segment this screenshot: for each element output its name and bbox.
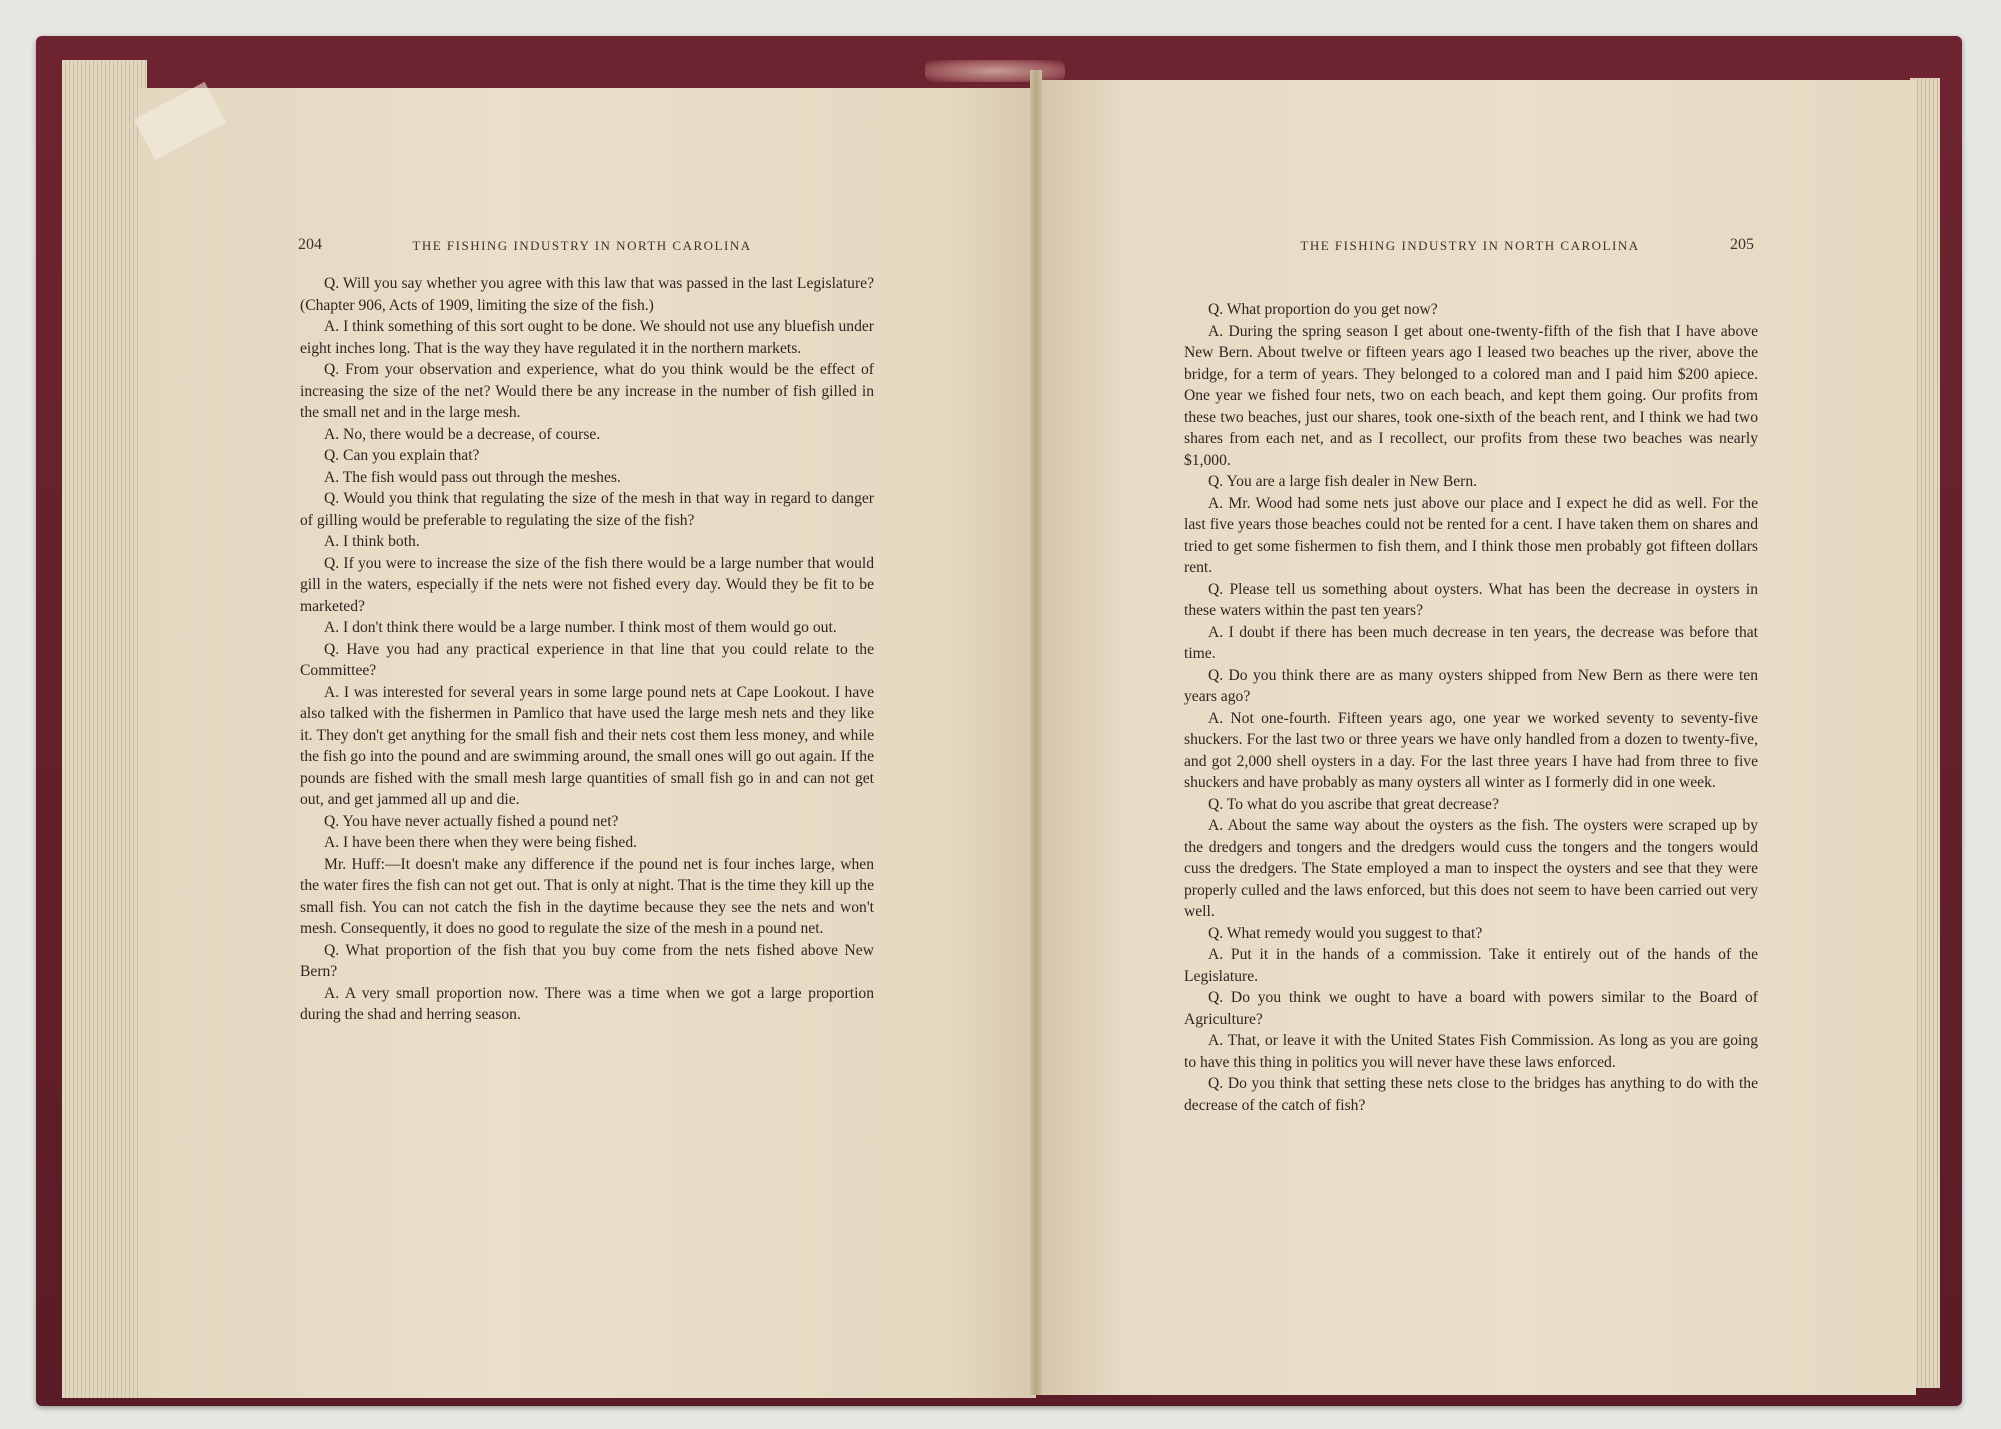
paragraph: Q. Will you say whether you agree with this law that was passed in the last Legislature? (Chapter 906, Acts of 1909, limiting the size of the fish.)	[300, 275, 874, 314]
paragraph: A. Put it in the hands of a commission. Take it entirely out of the hands of the Legislature.	[1184, 946, 1758, 985]
paragraph: A. A very small proportion now. There was a time when we got a large proportion during the shad and herring season.	[300, 984, 874, 1023]
paragraph: Mr. Huff:—It doesn't make any difference if the pound net is four inches large, when the water fires the fish can not get out. That is only at night. That is the time they kill up the small fish. You can not catch the fish in the daytime because they see the nets and won't mesh. Consequently, it does no good to regulate the size of the mesh in a pound net.	[300, 855, 874, 937]
paragraph: A. Not one-fourth. Fifteen years ago, one year we worked seventy to seventy-five shuckers. For the last two or three years we have only handled from a dozen to twenty-five, and got 2,000 shell oysters in a day. For the last three years I have had from three to five shuckers and have probably as many oysters all winter as I formerly did in one week.	[1184, 709, 1758, 791]
paragraph: A. During the spring season I get about one-twenty-fifth of the fish that I have above New Bern. About twelve or fifteen years ago I leased two beaches up the river, above the bridge, for a term of years. They belonged to a colored man and I paid him $200 apiece. One year we fished four nets, two on each beach, and kept them going. Our profits from these two beaches, just our shares, took one-sixth of the beach rent, and I think we had two shares from each net, and as I recollect, our profits from these two beaches was nearly $1,000.	[1184, 322, 1758, 469]
paragraph: Q. You are a large fish dealer in New Bern.	[1208, 473, 1478, 490]
paragraph: A. About the same way about the oysters as the fish. The oysters were scraped up by the dredgers and tongers and the dredgers would cuss the tongers and the tongers would cuss the dredgers. The State employed a man to inspect the oysters and see that they were properly culled and the laws enforced, but this does not seem to have been carried out very well.	[1184, 817, 1758, 920]
paragraph: Q. Do you think that setting these nets close to the bridges has anything to do with the decrease of the catch of fish?	[1184, 1075, 1758, 1114]
paragraph: A. I think something of this sort ought to be done. We should not use any bluefish under eight inches long. That is the way they have regulated it in the northern markets.	[300, 318, 874, 357]
gutter	[1030, 70, 1042, 1395]
paragraph: A. I doubt if there has been much decrease in ten years, the decrease was before that time.	[1184, 623, 1758, 662]
paragraph: Q. To what do you ascribe that great decrease?	[1208, 795, 1499, 813]
paragraph: Q. What remedy would you suggest to that?	[1208, 924, 1483, 942]
page-edges-left	[62, 60, 147, 1398]
paragraph: A. I don't think there would be a large number. I think most of them would go out.	[324, 619, 837, 636]
spine-binding	[925, 60, 1065, 82]
right-page-number: 205	[1730, 236, 1754, 253]
left-page-number: 204	[298, 236, 322, 253]
paragraph: Q. Please tell us something about oysters. What has been the decrease in oysters in these waters within the past ten years?	[1184, 580, 1758, 619]
paragraph: Q. What proportion do you get now?	[1208, 301, 1438, 318]
paragraph: Q. From your observation and experience, what do you think would be the effect of increasing the size of the net? Would there be any increase in the number of fish gilled in the small net and in the large mesh.	[300, 361, 874, 421]
paragraph: A. No, there would be a decrease, of course.	[324, 425, 601, 443]
paragraph: Q. Do you think there are as many oysters shipped from New Bern as there were ten years ago?	[1184, 666, 1758, 705]
paragraph: Q. Do you think we ought to have a board with powers similar to the Board of Agriculture?	[1184, 989, 1758, 1028]
paragraph: A. The fish would pass out through the meshes.	[324, 468, 621, 486]
paragraph: Q. What proportion of the fish that you buy come from the nets fished above New Bern?	[300, 941, 874, 980]
right-page-text	[1184, 299, 1758, 1116]
left-running-head: THE FISHING INDUSTRY IN NORTH CAROLINA	[412, 238, 752, 253]
paragraph: A. That, or leave it with the United States Fish Commission. As long as you are going to have this thing in politics you will never have these laws enforced.	[1184, 1032, 1758, 1071]
paragraph: A. I think both.	[324, 533, 420, 550]
left-page-text	[300, 273, 874, 1026]
right-running-head: THE FISHING INDUSTRY IN NORTH CAROLINA	[1300, 238, 1640, 253]
paragraph: Q. Would you think that regulating the size of the mesh in that way in regard to danger of gilling would be preferable to regulating the size of the fish?	[300, 490, 874, 529]
paragraph: A. Mr. Wood had some nets just above our place and I expect he did as well. For the last five years those beaches could not be rented for a cent. I have taken them on shares and tried to get some fishermen to fish them, and I think those men probably got fifteen dollars rent.	[1184, 494, 1758, 576]
paragraph: Q. If you were to increase the size of the fish there would be a large number that would gill in the waters, especially if the nets were not fished every day. Would they be fit to be marketed?	[300, 554, 874, 615]
paragraph: Q. Can you explain that?	[324, 447, 480, 464]
paragraph: A. I have been there when they were being fished.	[324, 834, 638, 851]
paragraph: Q. Have you had any practical experience in that line that you could relate to the Committee?	[300, 640, 874, 679]
paragraph: A. I was interested for several years in some large pound nets at Cape Lookout. I have also talked with the fishermen in Pamlico that have used the large mesh nets and they like it. They don't get anything for the small fish and their nets cost them less money, and while the fish go into the pound and are swimming around, the small ones will go out again. If the pounds are fished with the small mesh large quantities of small fish go in and can not get out, and get jammed all up and die.	[300, 683, 874, 808]
paragraph: Q. You have never actually fished a pound net?	[324, 812, 619, 830]
